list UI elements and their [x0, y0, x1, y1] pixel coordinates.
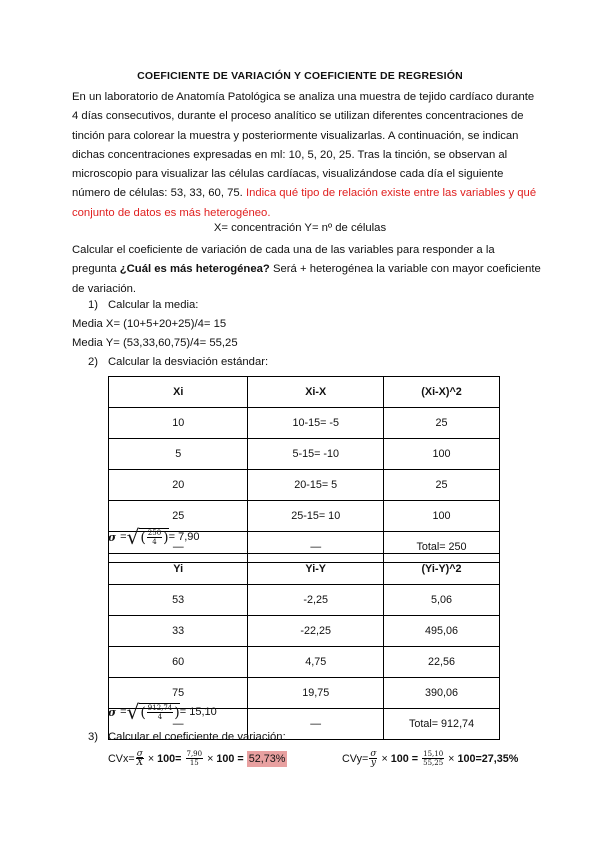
- table-y-header: [109, 554, 500, 585]
- sigma-x-result: = 7,90: [168, 531, 200, 543]
- table-y-header-cell: Yi: [109, 554, 248, 585]
- sqrt-radical: [127, 527, 169, 547]
- step-2-number: 2): [87, 356, 98, 368]
- fraction-numerator: 7,90: [186, 750, 203, 758]
- step-2: [72, 356, 268, 368]
- fraction: [186, 750, 204, 767]
- table-cell: 5,06: [384, 585, 500, 616]
- hundred: 100 =: [216, 752, 244, 765]
- step-2-label: Calcular la desviación estándar:: [108, 356, 269, 368]
- sqrt-icon: √: [126, 525, 140, 549]
- equals-sign: =: [120, 706, 127, 718]
- cv-x-formula: [108, 750, 287, 767]
- table-cell: —: [248, 709, 384, 740]
- paren-open: (: [140, 704, 146, 721]
- cv-y-formula: [342, 750, 518, 767]
- fraction: [136, 750, 144, 767]
- table-cell: 33: [109, 616, 248, 647]
- table-cell: 20: [109, 470, 248, 501]
- step-1-label: Calcular la media:: [108, 299, 199, 311]
- fraction: [369, 750, 377, 767]
- paren-open: (: [140, 529, 146, 546]
- instruction-pre: Calcular el coeficiente de variación de cada una de las variables para responder a la pregunta: [72, 244, 495, 276]
- table-cell: 20-15= 5: [248, 470, 384, 501]
- table-cell: 4,75: [248, 647, 384, 678]
- hundred: 100 =: [390, 752, 419, 765]
- fraction: [147, 529, 162, 546]
- table-row: [109, 616, 500, 647]
- table-row: [109, 439, 500, 470]
- table-x-header-cell: Xi-X: [248, 377, 384, 408]
- fraction-numerator: 250: [147, 529, 162, 537]
- table-cell: 75: [109, 678, 248, 709]
- fraction-numerator: 15,10: [423, 750, 444, 758]
- table-x-header-cell: Xi: [109, 377, 248, 408]
- step-1-number: 1): [87, 299, 98, 311]
- sqrt-icon: √: [126, 700, 140, 724]
- sigma-symbol: σ: [108, 705, 117, 719]
- fraction-numerator: σ: [136, 749, 143, 759]
- equals-sign: =: [120, 531, 127, 543]
- times-sign: ×: [448, 752, 455, 765]
- table-cell: 25-15= 10: [248, 501, 384, 532]
- step-3: [72, 731, 286, 743]
- table-x-header-cell: (Xi-X)^2: [384, 377, 500, 408]
- table-y-header-cell: (Yi-Y)^2: [384, 554, 500, 585]
- table-row: [109, 647, 500, 678]
- cv-x-result-highlighted: 52,73%: [248, 752, 286, 765]
- table-cell: 25: [384, 408, 500, 439]
- table-cell: 390,06: [384, 678, 500, 709]
- table-cell: 5-15= -10: [248, 439, 384, 470]
- table-y-header-cell: Yi-Y: [248, 554, 384, 585]
- table-cell: 495,06: [384, 616, 500, 647]
- variables-definition: X= concentración Y= nº de células: [213, 222, 387, 234]
- table-cell: 10: [109, 408, 248, 439]
- table-cell: 5: [109, 439, 248, 470]
- table-cell: 10-15= -5: [248, 408, 384, 439]
- fraction-numerator: σ: [370, 749, 377, 759]
- fraction-denominator: 15: [189, 759, 199, 767]
- intro-question: Indica qué tipo de relación existe entre las variables y qué conjunto de datos es más heterogéneo.: [72, 187, 537, 219]
- paren-close: ): [174, 704, 180, 721]
- table-cell: 22,56: [384, 647, 500, 678]
- fraction-denominator: X: [136, 758, 143, 768]
- sigma-symbol: σ: [108, 530, 117, 544]
- fraction-denominator: 4: [157, 713, 163, 721]
- table-cell: 100: [384, 439, 500, 470]
- sigma-y-result: = 15,10: [179, 706, 217, 718]
- times-sign: ×: [381, 752, 388, 765]
- table-x-header: [109, 377, 500, 408]
- step-1: [72, 299, 198, 311]
- table-cell: Total= 912,74: [384, 709, 500, 740]
- table-cell: 19,75: [248, 678, 384, 709]
- fraction: [422, 750, 444, 767]
- table-cell: 25: [384, 470, 500, 501]
- fraction: [147, 704, 174, 721]
- page-title: COEFICIENTE DE VARIACIÓN Y COEFICIENTE DE REGRESIÓN: [137, 70, 463, 82]
- table-row: [109, 470, 500, 501]
- table-cell: —: [109, 709, 248, 740]
- times-sign: ×: [147, 752, 155, 765]
- sqrt-radical: [127, 702, 180, 722]
- table-cell: —: [109, 532, 248, 563]
- times-sign: ×: [207, 752, 214, 765]
- cv-x-label: CVx=: [108, 752, 135, 765]
- table-cell: 60: [109, 647, 248, 678]
- fraction-denominator: 55,25: [423, 759, 444, 767]
- table-cell: Total= 250: [384, 532, 500, 563]
- sqrt-body: [139, 528, 168, 546]
- mean-y: Media Y= (53,33,60,75)/4= 55,25: [72, 337, 238, 349]
- sigma-x-formula: [108, 527, 200, 547]
- table-cell: 100: [384, 501, 500, 532]
- fraction-denominator: 4: [152, 538, 157, 546]
- table-cell: 25: [109, 501, 248, 532]
- table-row: [109, 408, 500, 439]
- sigma-y-formula: [108, 702, 217, 722]
- intro-text: En un laboratorio de Anatomía Patológica se analiza una muestra de tejido cardíaco durante 4 días consecutivos, durante el proceso analítico se utilizan diferentes concentraciones de tinción para colorear la muestra y posteriormente visualizarlas. A continuación, se indican dichas concentraciones expresadas en ml: 10, 5, 20, 25. Tras la tinción, se observan al microscopio para visualizar las células cardíacas, visualizándose cada día el siguiente número de células: 53, 33, 60, 75.: [72, 91, 535, 200]
- table-cell: -2,25: [248, 585, 384, 616]
- mean-x: Media X= (10+5+20+25)/4= 15: [72, 318, 227, 330]
- paren-close: ): [163, 529, 169, 546]
- table-row: [109, 585, 500, 616]
- fraction-denominator: y: [370, 758, 376, 768]
- cv-y-label: CVy=: [342, 752, 369, 765]
- step-3-label: Calcular el coeficiente de variación:: [108, 731, 286, 743]
- intro-paragraph: [72, 88, 542, 223]
- cv-y-result: 100=27,35%: [457, 752, 519, 765]
- table-cell: —: [248, 532, 384, 563]
- fraction-numerator: 912,74: [147, 704, 173, 712]
- step-3-number: 3): [87, 731, 98, 743]
- instruction-post: Será + heterogénea la variable con mayor coeficiente de variación.: [72, 263, 541, 295]
- table-cell: 53: [109, 585, 248, 616]
- sqrt-body: [139, 703, 179, 721]
- hundred: 100=: [157, 752, 182, 765]
- table-cell: -22,25: [248, 616, 384, 647]
- instruction-question: ¿Cuál es más heterogénea?: [119, 263, 270, 276]
- instruction-paragraph: [72, 241, 542, 299]
